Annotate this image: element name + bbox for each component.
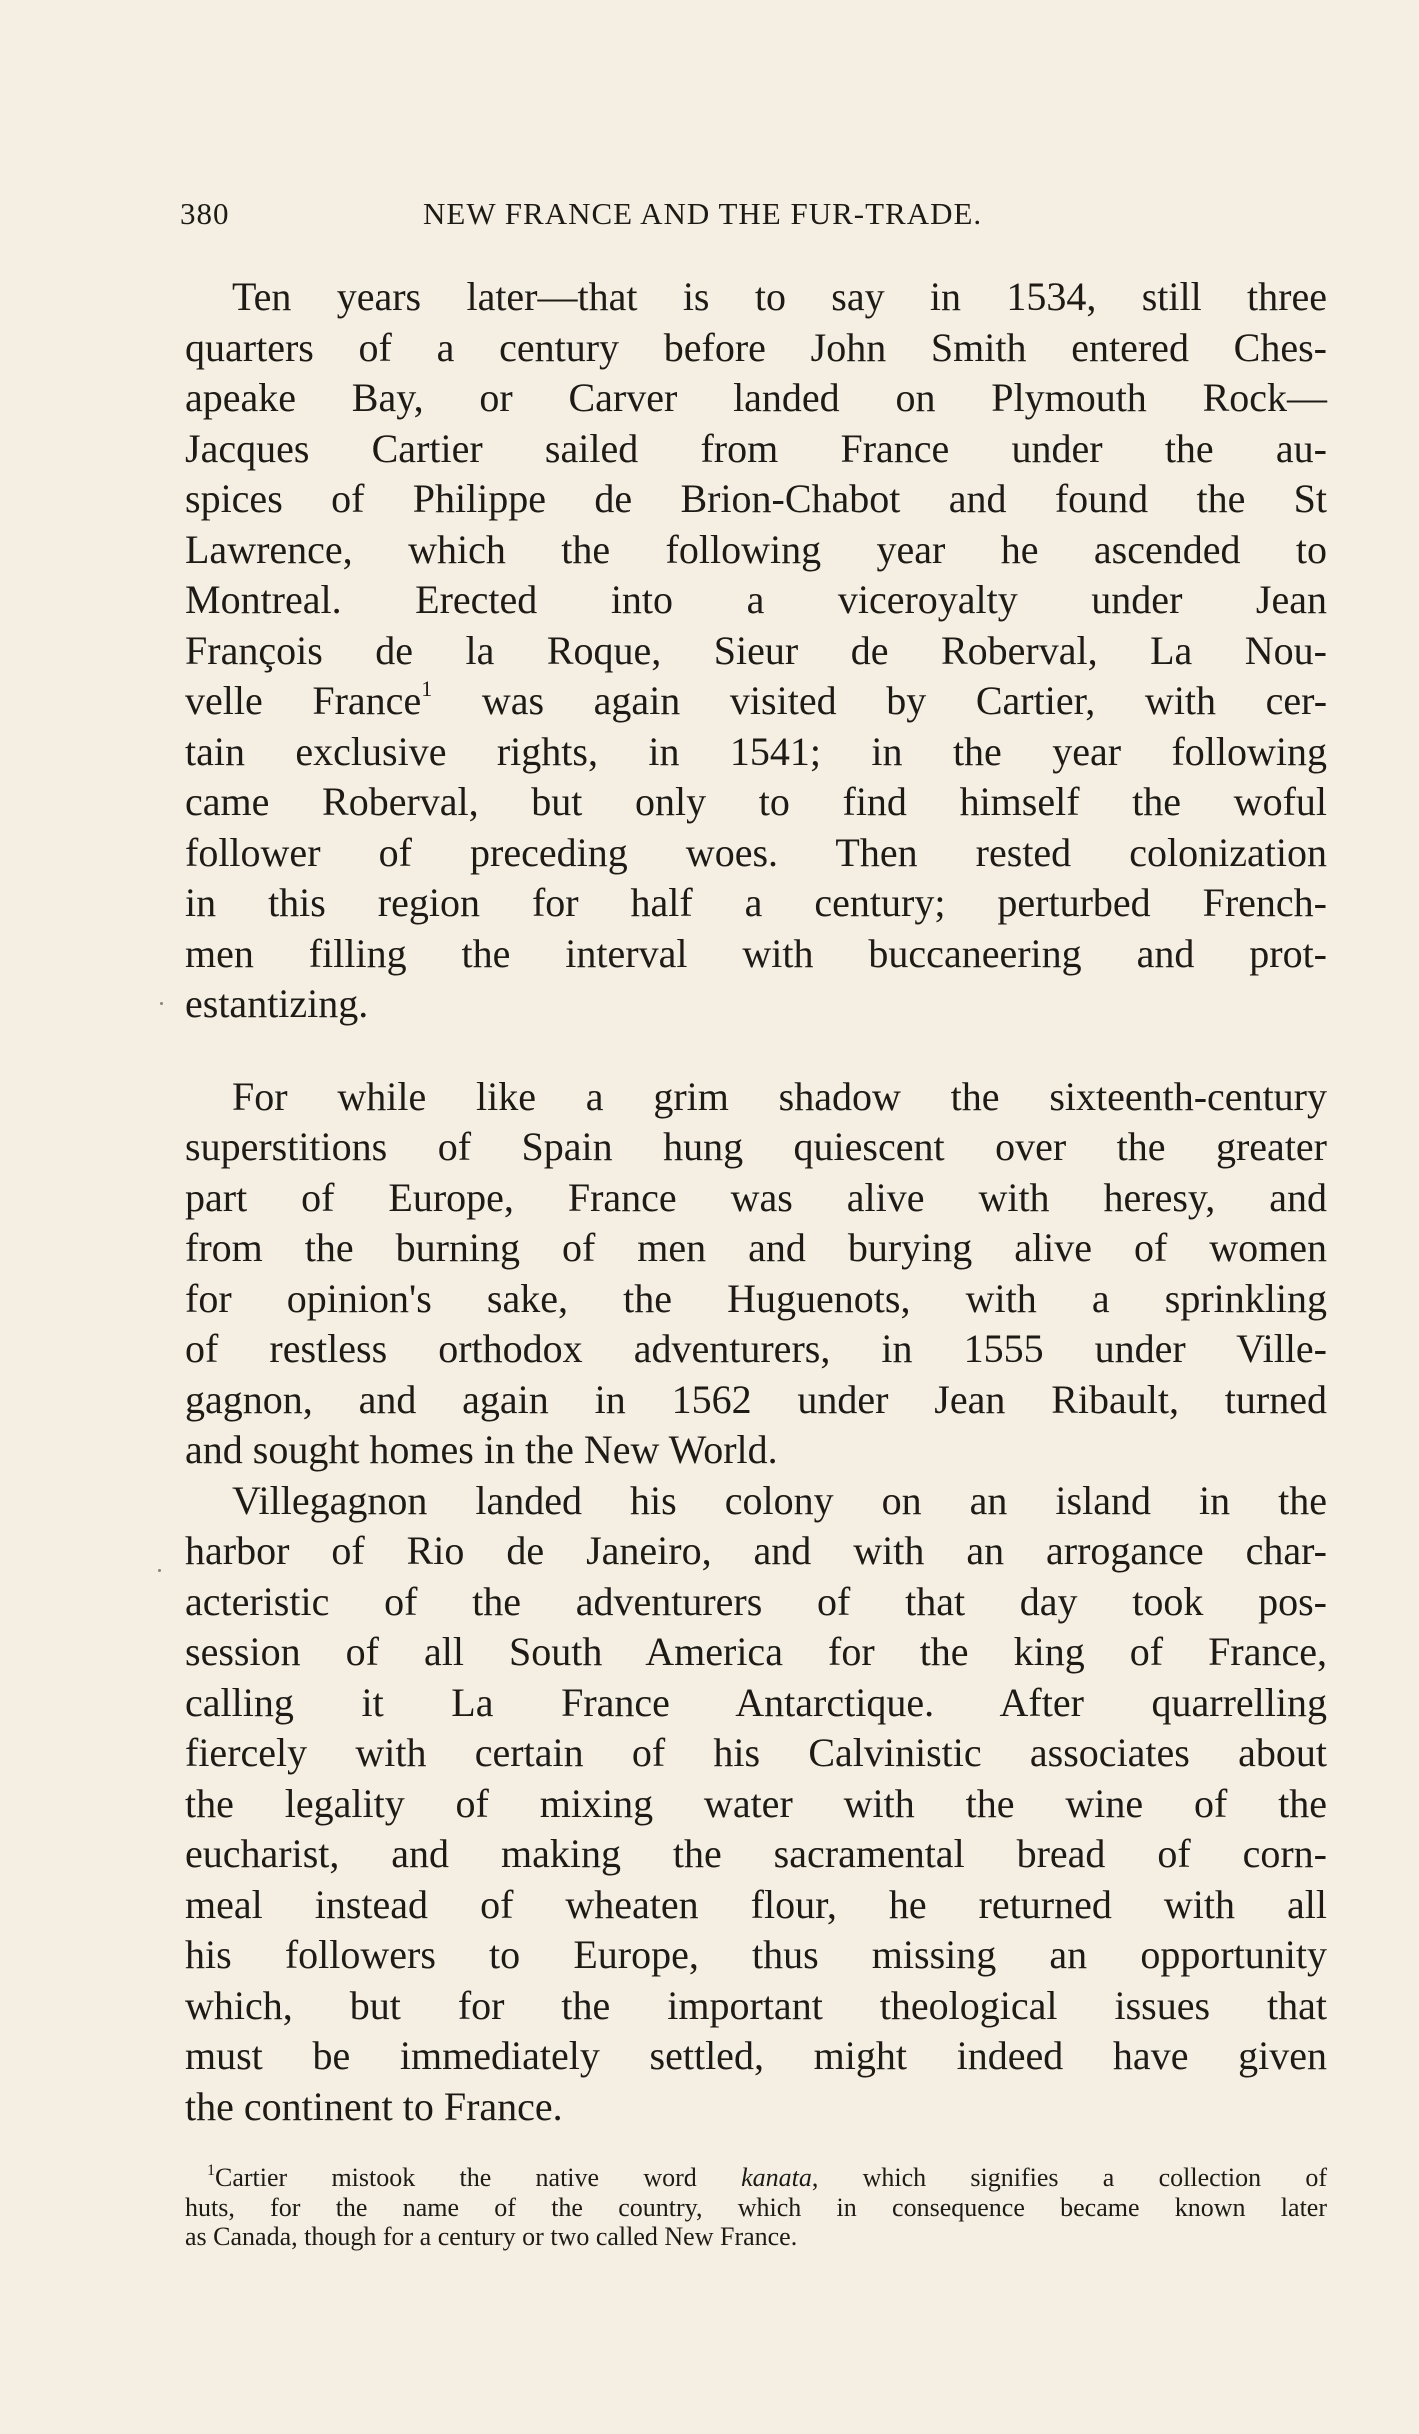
- paragraph-villegagnon: [185, 1476, 1327, 2133]
- paragraph-huguenots: [185, 1072, 1327, 1476]
- text-line: from the burning of men and burying alive of women: [185, 1225, 1327, 1270]
- running-header: [180, 196, 1330, 236]
- text-line: harbor of Rio de Janeiro, and with an arrogance char-: [185, 1528, 1327, 1573]
- margin-speck: [158, 1569, 161, 1572]
- text-line: gagnon, and again in 1562 under Jean Ribault, turned: [185, 1376, 1327, 1422]
- text-line: quarters of a century before John Smith entered Ches-: [185, 324, 1327, 370]
- text-line: Montreal. Erected into a viceroyalty under Jean: [185, 577, 1327, 622]
- body-text: [185, 272, 1327, 2132]
- text-line: follower of preceding woes. Then rested colonization: [185, 829, 1327, 875]
- text-line: estantizing.: [185, 981, 369, 1026]
- text-line: session of all South America for the king of France,: [185, 1629, 1327, 1674]
- margin-speck: [160, 1002, 163, 1005]
- text-line: the continent to France.: [185, 2083, 563, 2129]
- text-line: Ten years later—that is to say in 1534, still three: [232, 274, 1327, 319]
- footnote-reference[interactable]: 1: [421, 676, 433, 701]
- text-line: the legality of mixing water with the wine of the: [185, 1780, 1327, 1826]
- text-line: part of Europe, France was alive with heresy, and: [185, 1174, 1327, 1220]
- text-line: must be immediately settled, might indeed have given: [185, 2033, 1327, 2078]
- italic-term: kanata: [741, 2163, 812, 2192]
- text-line: Lawrence, which the following year he ascended to: [185, 526, 1327, 572]
- footnote-marker: 1: [207, 2162, 215, 2179]
- text-line: and sought homes in the New World.: [185, 1427, 778, 1472]
- text-line: fiercely with certain of his Calvinistic associates about: [185, 1730, 1327, 1775]
- running-title: NEW FRANCE AND THE FUR-TRADE.: [423, 196, 983, 231]
- text-line: calling it La France Antarctique. After quarrelling: [185, 1679, 1327, 1725]
- text-line: spices of Philippe de Brion-Chabot and found the St: [185, 476, 1327, 521]
- footnote-line: as Canada, though for a century or two called New France.: [185, 2222, 798, 2251]
- text-line: Jacques Cartier sailed from France under the au-: [185, 425, 1327, 471]
- text-line: eucharist, and making the sacramental bread of corn-: [185, 1831, 1327, 1876]
- text-segment: velle France: [185, 678, 422, 723]
- text-segment: was again visited by Cartier, with cer-: [481, 678, 1328, 723]
- text-line: which, but for the important theological issues that: [185, 1982, 1327, 2028]
- text-line: tain exclusive rights, in 1541; in the year following: [185, 728, 1327, 774]
- footnote-line: huts, for the name of the country, which in consequence became known later: [185, 2192, 1327, 2222]
- paragraph-break: [185, 1030, 1327, 1072]
- text-line: for opinion's sake, the Huguenots, with a sprinkling: [185, 1275, 1327, 1321]
- text-line: meal instead of wheaten flour, he returned with all: [185, 1881, 1327, 1927]
- text-line: superstitions of Spain hung quiescent over the greater: [185, 1124, 1327, 1169]
- text-line: François de la Roque, Sieur de Roberval, La Nou-: [185, 627, 1327, 673]
- text-line: of restless orthodox adventurers, in 1555 under Ville-: [185, 1326, 1327, 1371]
- page-number: 380: [180, 196, 230, 231]
- text-line: acteristic of the adventurers of that day took pos-: [185, 1578, 1327, 1624]
- text-line: Villegagnon landed his colony on an island in the: [232, 1477, 1327, 1523]
- text-line: For while like a grim shadow the sixteenth-century: [232, 1073, 1327, 1119]
- footnote: [185, 2163, 1327, 2252]
- text-line-with-footnote-ref: [185, 676, 1327, 727]
- text-line: men filling the interval with buccaneering and prot-: [185, 930, 1327, 976]
- text-line: came Roberval, but only to find himself the woful: [185, 779, 1327, 824]
- text-line: in this region for half a century; perturbed French-: [185, 880, 1327, 925]
- text-segment: , which signifies a collection of: [811, 2163, 1328, 2192]
- paragraph-cartier: [185, 272, 1327, 1030]
- text-line: apeake Bay, or Carver landed on Plymouth Rock—: [185, 375, 1327, 420]
- text-segment: Cartier mistook the native word: [215, 2163, 697, 2192]
- text-line: his followers to Europe, thus missing an opportunity: [185, 1932, 1327, 1977]
- footnote-line: [185, 2163, 1327, 2193]
